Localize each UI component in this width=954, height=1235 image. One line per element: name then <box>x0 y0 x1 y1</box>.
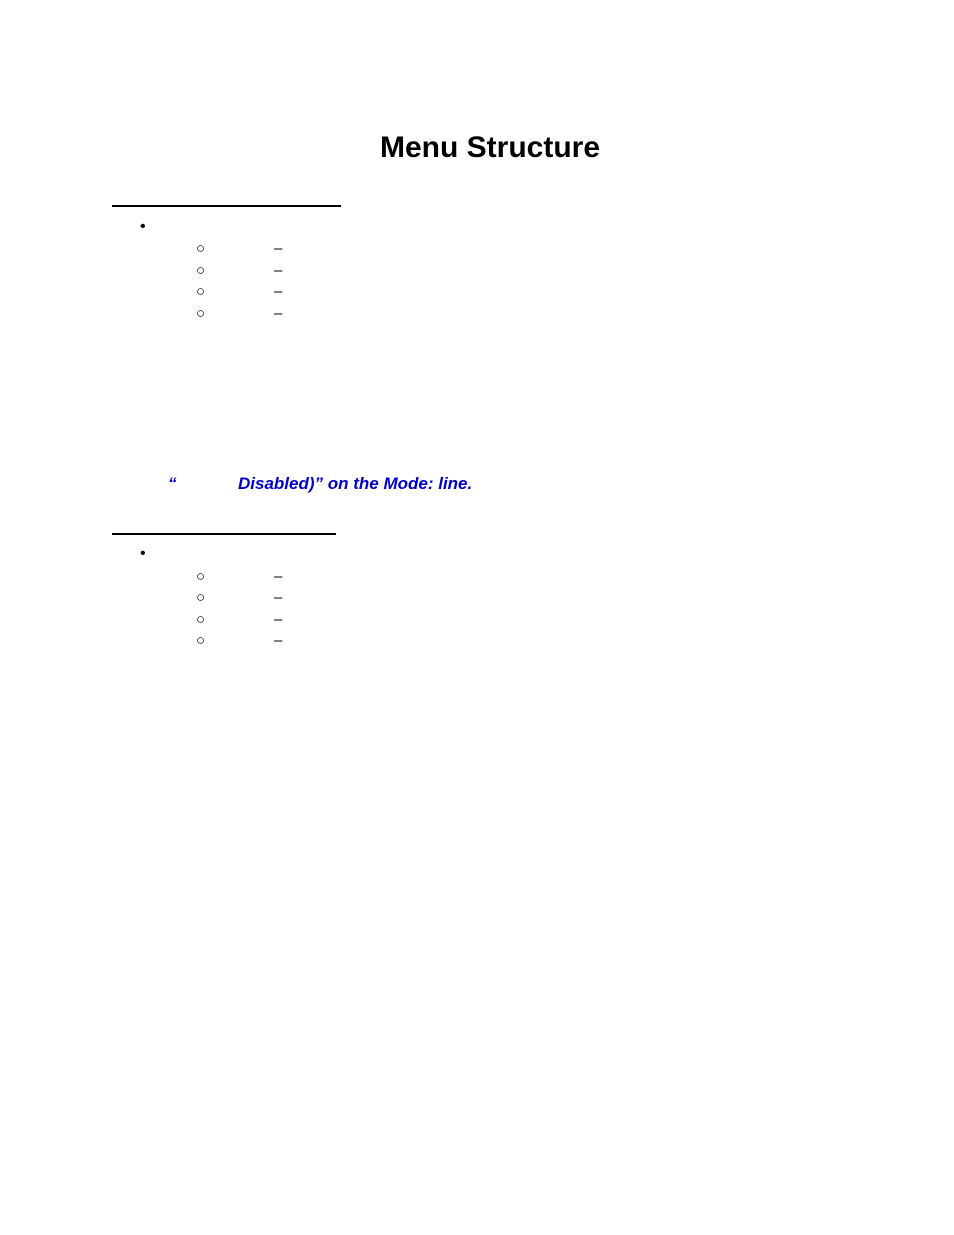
note-text: Disabled)” on the Mode: line. <box>238 474 473 493</box>
section-2-sub-item <box>196 631 316 651</box>
section-1-underline <box>112 205 341 207</box>
section-1-bullet: • <box>140 218 146 235</box>
section-1-sub-item <box>196 304 316 324</box>
sub-item-dash: – <box>274 240 283 257</box>
sub-item-dash: – <box>274 611 283 628</box>
section-1-sub-item <box>196 239 316 259</box>
section-2-sub-item <box>196 588 316 608</box>
section-2-sub-item <box>196 610 316 630</box>
sub-bullet-marker: ○ <box>196 240 206 257</box>
sub-bullet-marker: ○ <box>196 589 206 606</box>
sub-bullet-marker: ○ <box>196 632 206 649</box>
sub-bullet-marker: ○ <box>196 305 206 322</box>
section-1-sub-item <box>196 261 316 281</box>
section-2-bullet: • <box>140 545 146 562</box>
sub-item-dash: – <box>274 305 283 322</box>
section-2-sub-item <box>196 567 316 587</box>
note-open-quote: “ <box>168 474 177 493</box>
sub-item-dash: – <box>274 283 283 300</box>
sub-bullet-marker: ○ <box>196 262 206 279</box>
section-1-sub-item <box>196 282 316 302</box>
section-2-underline <box>112 533 336 535</box>
sub-item-dash: – <box>274 568 283 585</box>
sub-item-dash: – <box>274 262 283 279</box>
sub-bullet-marker: ○ <box>196 611 206 628</box>
sub-item-dash: – <box>274 589 283 606</box>
sub-bullet-marker: ○ <box>196 283 206 300</box>
sub-bullet-marker: ○ <box>196 568 206 585</box>
sub-item-dash: – <box>274 632 283 649</box>
page-title: Menu Structure <box>379 131 601 164</box>
